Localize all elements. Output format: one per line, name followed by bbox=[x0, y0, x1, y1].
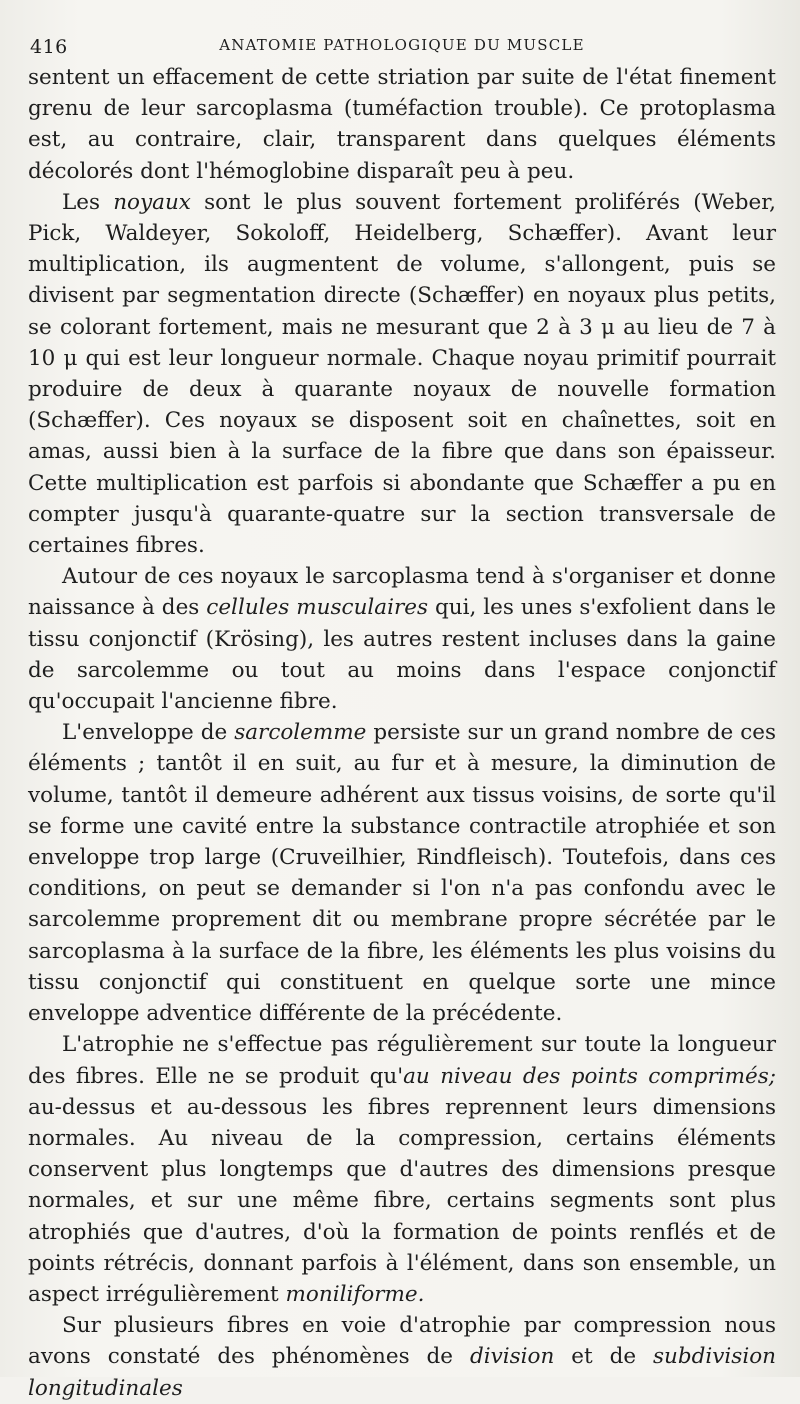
italic-term: subdivision longitudinales bbox=[28, 1344, 776, 1401]
text-run: L'atrophie ne s'effectue pas régulièrement sur toute la longueur des fibres. Elle ne se produit qu' bbox=[28, 1032, 776, 1089]
italic-term: noyaux bbox=[113, 189, 191, 215]
italic-term: sarcolemme bbox=[234, 720, 367, 746]
paragraph bbox=[28, 1310, 776, 1404]
paragraph bbox=[28, 187, 776, 561]
text-run: qui, les unes s'exfolient dans le tissu conjonctif (Krösing), les autres restent incluses dans la gaine de sarcolemme ou tout au moins dans l'espace conjonctif qu'occupait l'ancienne fibre. bbox=[28, 595, 776, 715]
running-head bbox=[28, 30, 776, 62]
text-run: Autour de ces noyaux le sarcoplasma tend à s'organiser et donne naissance à des bbox=[28, 564, 776, 621]
italic-term: moniliforme. bbox=[285, 1281, 425, 1307]
text-run: persiste sur un grand nombre de ces éléments ; tantôt il en suit, au fur et à mesure, la diminution de volume, tantôt il demeure adhérent aux tissus voisins, de sorte qu'il se forme une cavité entre la substance contractile atrophiée et son enveloppe trop large (Cruveilhier, Rindfleisch). Toutefois, dans ces conditions, on peut se demander si l'on n'a pas confondu avec le sarcolemme proprement dit ou membrane propre sécrétée par le sarcoplasma à la surface de la fibre, les éléments les plus voisins du tissu conjonctif qui constituent en quelque sorte une mince enveloppe adventice différente de la précédente. bbox=[28, 720, 776, 1027]
text-run: au-dessus et au-dessous les fibres reprennent leurs dimensions normales. Au niveau de la compression, certains éléments conservent plus longtemps que d'autres des dimensions presque normales, et sur une même fibre, certains segments sont plus atrophiés que d'autres, d'où la formation de points renflés et de points rétrécis, donnant parfois à l'élément, dans son ensemble, un aspect irrégulièrement bbox=[28, 1094, 776, 1307]
italic-term: cellules musculaires bbox=[206, 595, 429, 621]
text-run: sentent un effacement de cette striation par suite de l'état finement grenu de leur sarcoplasma (tuméfaction trouble). Ce protoplasma est, au contraire, clair, transparent dans quelques éléments décolorés dont l'hémoglobine disparaît peu à peu. bbox=[28, 65, 776, 184]
paragraph bbox=[28, 1029, 776, 1310]
text-run: Les bbox=[62, 189, 114, 215]
paragraph bbox=[28, 717, 776, 1029]
text-run: Sur plusieurs fibres en voie d'atrophie par compression nous avons constaté des phénomènes de bbox=[28, 1313, 776, 1370]
italic-term: au niveau des points comprimés; bbox=[403, 1063, 776, 1089]
text-run: et de bbox=[554, 1344, 653, 1370]
running-head-title: ANATOMIE PATHOLOGIQUE DU MUSCLE bbox=[219, 36, 585, 54]
body-text bbox=[28, 62, 776, 1404]
paragraph bbox=[28, 561, 776, 717]
italic-term: division bbox=[469, 1344, 555, 1370]
text-run: sont le plus souvent fortement proliférés (Weber, Pick, Waldeyer, Sokoloff, Heidelberg, Schæffer). Avant leur multiplication, ils augmentent de volume, s'allongent, puis se divisent par segmentation directe (Schæffer) en noyaux plus petits, se colorant fortement, mais ne mesurant que 2 à 3 μ au lieu de 7 à 10 μ qui est leur longueur normale. Chaque noyau primitif pourrait produire de deux à quarante noyaux de nouvelle formation (Schæffer). Ces noyaux se disposent soit en chaînettes, soit en amas, aussi bien à la surface de la fibre que dans son épaisseur. Cette multiplication est parfois si abondante que Schæffer a pu en compter jusqu'à quarante-quatre sur la section transversale de certaines fibres. bbox=[28, 189, 776, 559]
text-run: L'enveloppe de bbox=[62, 720, 235, 746]
page-number: 416 bbox=[30, 36, 68, 58]
paragraph bbox=[28, 62, 776, 187]
